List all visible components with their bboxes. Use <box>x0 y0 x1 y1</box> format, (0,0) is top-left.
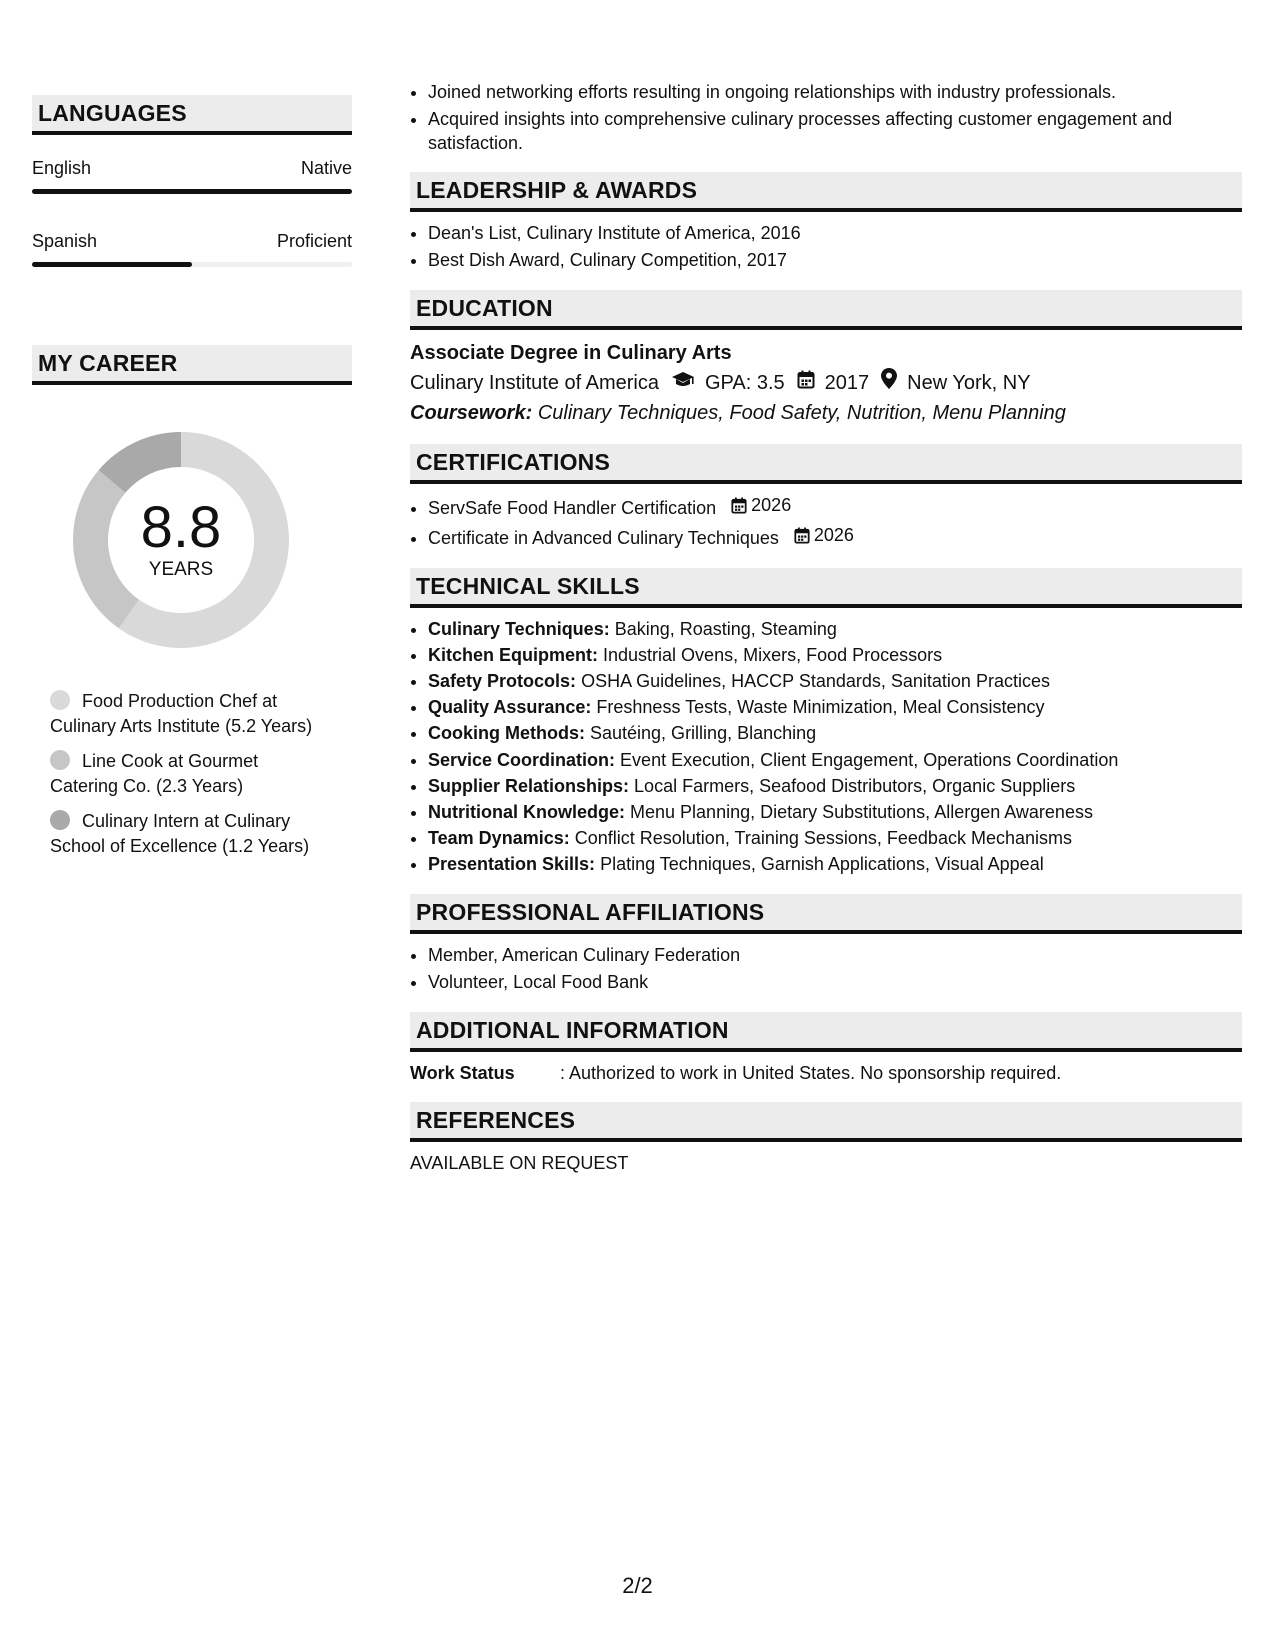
language-bar-fill <box>32 189 352 194</box>
education-coursework <box>410 398 1242 428</box>
certifications-list <box>410 492 1242 552</box>
career-total-unit: YEARS <box>148 559 214 580</box>
skill-label: Kitchen Equipment: <box>428 644 598 665</box>
skill-value: OSHA Guidelines, HACCP Standards, Sanitation Practices <box>581 670 1050 691</box>
skill-item <box>428 799 1242 825</box>
language-bar <box>32 262 352 267</box>
leadership-heading: LEADERSHIP & AWARDS <box>410 172 1242 212</box>
legend-dot <box>50 690 70 710</box>
education-school: Culinary Institute of America <box>410 371 659 394</box>
skill-label: Culinary Techniques: <box>428 618 610 639</box>
leadership-list <box>410 220 1242 274</box>
skill-item <box>428 851 1242 877</box>
education-location: New York, NY <box>907 371 1031 394</box>
skill-value: Industrial Ovens, Mixers, Food Processors <box>603 644 943 665</box>
list-item <box>428 522 1242 552</box>
career-legend-item <box>50 689 330 738</box>
coursework-label: Coursework: <box>410 401 533 424</box>
skill-label: Quality Assurance: <box>428 697 592 718</box>
skill-label: Nutritional Knowledge: <box>428 801 625 822</box>
skill-value: Baking, Roasting, Steaming <box>614 618 837 639</box>
work-status-row <box>410 1060 1242 1086</box>
skill-label: Safety Protocols: <box>428 670 577 691</box>
skill-item <box>428 773 1242 799</box>
education-heading: EDUCATION <box>410 290 1242 330</box>
skill-label: Supplier Relationships: <box>428 775 630 796</box>
language-name: Spanish <box>32 231 98 251</box>
affiliations-list <box>410 942 1242 996</box>
certifications-heading: CERTIFICATIONS <box>410 444 1242 484</box>
language-level: Native <box>300 158 352 178</box>
list-item <box>428 492 1242 522</box>
languages-heading: LANGUAGES <box>32 95 352 135</box>
coursework-value: Culinary Techniques, Food Safety, Nutrition, Menu Planning <box>537 401 1066 424</box>
career-total-years: 8.8 <box>140 495 222 560</box>
skill-item <box>428 720 1242 746</box>
skill-label: Presentation Skills: <box>428 854 596 875</box>
graduation-cap-icon <box>671 368 695 398</box>
skill-label: Cooking Methods: <box>428 723 585 744</box>
list-item: • Best Dish Award, Culinary Competition, 2017 <box>428 247 1242 274</box>
language-bar <box>32 189 352 194</box>
references-text: AVAILABLE ON REQUEST <box>410 1152 629 1173</box>
legend-dot <box>50 810 70 830</box>
language-name: English <box>32 158 92 178</box>
list-item: • Acquired insights into comprehensive culinary processes affecting customer engagement and satisfaction. <box>428 107 1242 156</box>
skill-value: Plating Techniques, Garnish Applications, Visual Appeal <box>600 854 1044 875</box>
education-meta <box>410 368 1242 398</box>
right-column <box>410 80 1242 1176</box>
left-column <box>32 95 352 869</box>
education-degree: Associate Degree in Culinary Arts <box>410 341 732 364</box>
language-spanish <box>32 230 352 267</box>
additional-heading: ADDITIONAL INFORMATION <box>410 1012 1242 1052</box>
language-english <box>32 157 352 194</box>
education-year: 2017 <box>824 371 870 394</box>
list-item: • Joined networking efforts resulting in ongoing relationships with industry professionals. <box>428 80 1242 105</box>
language-bar-fill <box>32 262 192 267</box>
certification-name: ServSafe Food Handler Certification <box>428 497 717 518</box>
career-legend-item <box>50 749 330 798</box>
work-status-value: : Authorized to work in United States. No sponsorship required. <box>560 1062 1062 1083</box>
career-legend-item <box>50 809 330 858</box>
certification-name: Certificate in Advanced Culinary Techniques <box>428 527 779 548</box>
affiliations-heading: PROFESSIONAL AFFILIATIONS <box>410 894 1242 934</box>
skill-label: Team Dynamics: <box>428 828 570 849</box>
career-heading: MY CAREER <box>32 345 352 385</box>
career-donut-chart <box>66 425 296 655</box>
references-heading: REFERENCES <box>410 1102 1242 1142</box>
skill-value: Local Farmers, Seafood Distributors, Organic Suppliers <box>634 775 1076 796</box>
certification-date <box>794 522 854 549</box>
calendar-icon <box>731 497 747 514</box>
skill-label: Service Coordination: <box>428 749 616 770</box>
list-item: • Volunteer, Local Food Bank <box>428 969 1242 996</box>
list-item: • Dean's List, Culinary Institute of America, 2016 <box>428 220 1242 247</box>
legend-dot <box>50 750 70 770</box>
skill-item <box>428 668 1242 694</box>
certification-year: 2026 <box>813 524 854 545</box>
work-status-label: Work Status <box>410 1062 515 1083</box>
experience-tail-list <box>410 80 1242 156</box>
skill-item <box>428 694 1242 720</box>
skill-value: Freshness Tests, Waste Minimization, Meal Consistency <box>596 697 1045 718</box>
skill-item <box>428 747 1242 773</box>
legend-label: Culinary Intern at Culinary School of Excellence (1.2 Years) <box>50 811 310 856</box>
skills-heading: TECHNICAL SKILLS <box>410 568 1242 608</box>
skill-value: Event Execution, Client Engagement, Operations Coordination <box>620 749 1119 770</box>
map-pin-icon <box>881 368 897 398</box>
certification-year: 2026 <box>751 494 792 515</box>
skill-value: Conflict Resolution, Training Sessions, Feedback Mechanisms <box>574 828 1072 849</box>
skill-item <box>428 642 1242 668</box>
calendar-icon <box>794 527 810 544</box>
page-number: 2/2 <box>622 1573 653 1598</box>
career-legend <box>50 689 330 858</box>
skill-value: Menu Planning, Dietary Substitutions, Allergen Awareness <box>630 801 1093 822</box>
certification-date <box>731 492 791 519</box>
skills-list <box>410 616 1242 878</box>
education-gpa: GPA: 3.5 <box>705 371 785 394</box>
language-level: Proficient <box>276 231 352 251</box>
skill-item <box>428 825 1242 851</box>
skill-item <box>428 616 1242 642</box>
legend-label: Line Cook at Gourmet Catering Co. (2.3 Years) <box>50 751 259 796</box>
legend-label: Food Production Chef at Culinary Arts Institute (5.2 Years) <box>50 691 313 736</box>
list-item: • Member, American Culinary Federation <box>428 942 1242 969</box>
skill-value: Sautéing, Grilling, Blanching <box>590 723 817 744</box>
calendar-icon <box>797 368 815 398</box>
